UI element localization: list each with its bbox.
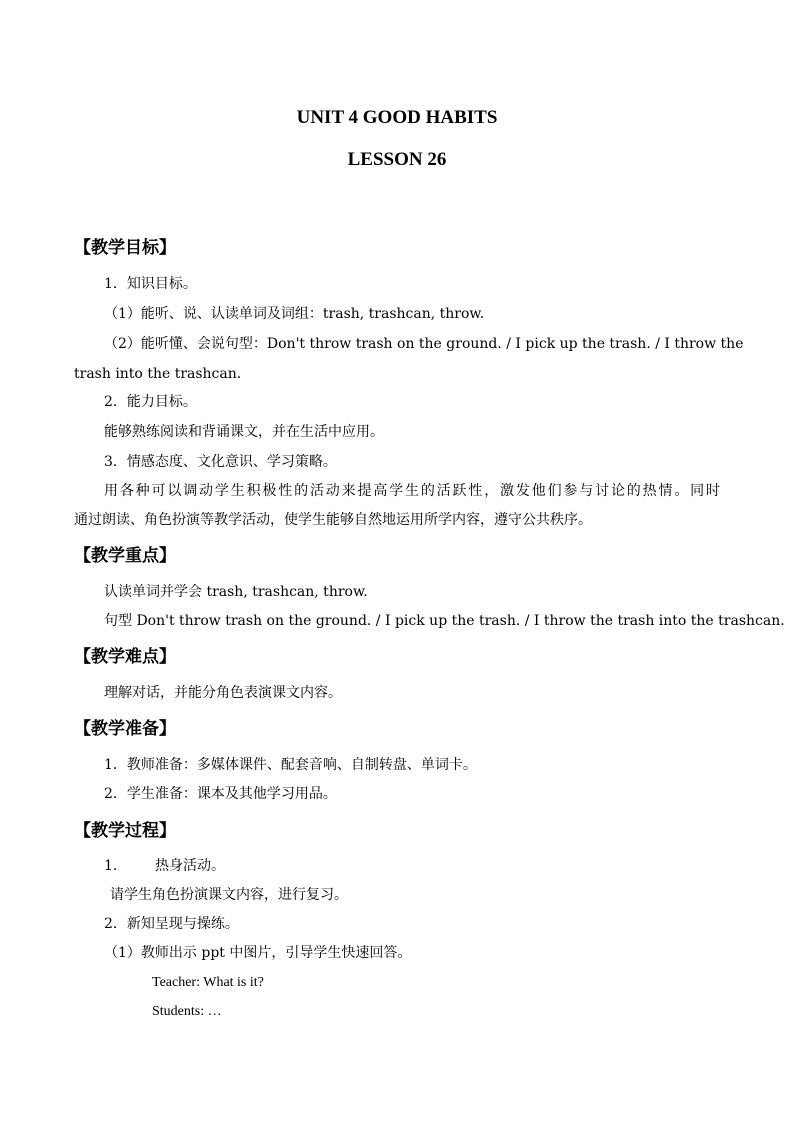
key-points-line-1: 认读单词并学会 trash, trashcan, throw. xyxy=(104,584,368,600)
objective-item-1: 1．知识目标。 xyxy=(104,276,197,292)
dialog-students-line: Students: … xyxy=(152,1004,222,1019)
objective-item-3-text-line-2: 通过朗读、角色扮演等教学活动，使学生能够自然地运用所学内容，遵守公共秩序。 xyxy=(74,512,592,528)
difficulties-heading: 【教学难点】 xyxy=(74,647,176,667)
process-step-2-sub-1: （1）教师出示 ppt 中图片，引导学生快速回答。 xyxy=(104,945,412,961)
process-heading: 【教学过程】 xyxy=(74,821,176,841)
preparation-heading: 【教学准备】 xyxy=(74,719,176,739)
dialog-teacher-line: Teacher: What is it? xyxy=(152,975,264,990)
objective-item-1-sub-2-line-2: trash into the trashcan. xyxy=(74,366,242,382)
unit-title: UNIT 4 GOOD HABITS xyxy=(296,107,498,128)
key-points-line-2: 句型 Don't throw trash on the ground. / I pick up the trash. / I throw the trash into the trashcan. xyxy=(104,613,785,629)
difficulties-line-1: 理解对话，并能分角色表演课文内容。 xyxy=(104,685,342,701)
process-step-1-title: 热身活动。 xyxy=(155,858,225,874)
preparation-line-2: 2．学生准备：课本及其他学习用品。 xyxy=(104,786,337,802)
preparation-line-1: 1．教师准备：多媒体课件、配套音响、自制转盘、单词卡。 xyxy=(104,757,477,773)
key-points-heading: 【教学重点】 xyxy=(74,546,176,566)
process-step-1-number: 1. xyxy=(104,858,118,874)
objective-item-2-text: 能够熟练阅读和背诵课文，并在生活中应用。 xyxy=(104,424,384,440)
objective-item-3-text-line-1: 用各种可以调动学生积极性的活动来提高学生的活跃性，激发他们参与讨论的热情。同时 xyxy=(104,483,720,499)
objective-item-1-sub-1: （1）能听、说、认读单词及词组：trash, trashcan, throw. xyxy=(104,306,485,322)
lesson-title: LESSON 26 xyxy=(347,149,447,170)
process-step-1-text: 请学生角色扮演课文内容，进行复习。 xyxy=(110,887,348,903)
objective-item-1-sub-2-line-1: （2）能听懂、会说句型：Don't throw trash on the ground. / I pick up the trash. / I throw the xyxy=(104,336,744,352)
objective-item-3: 3．情感态度、文化意识、学习策略。 xyxy=(104,454,337,470)
objectives-heading: 【教学目标】 xyxy=(74,238,176,258)
objective-item-2: 2．能力目标。 xyxy=(104,394,197,410)
process-step-2: 2．新知呈现与操练。 xyxy=(104,916,239,932)
